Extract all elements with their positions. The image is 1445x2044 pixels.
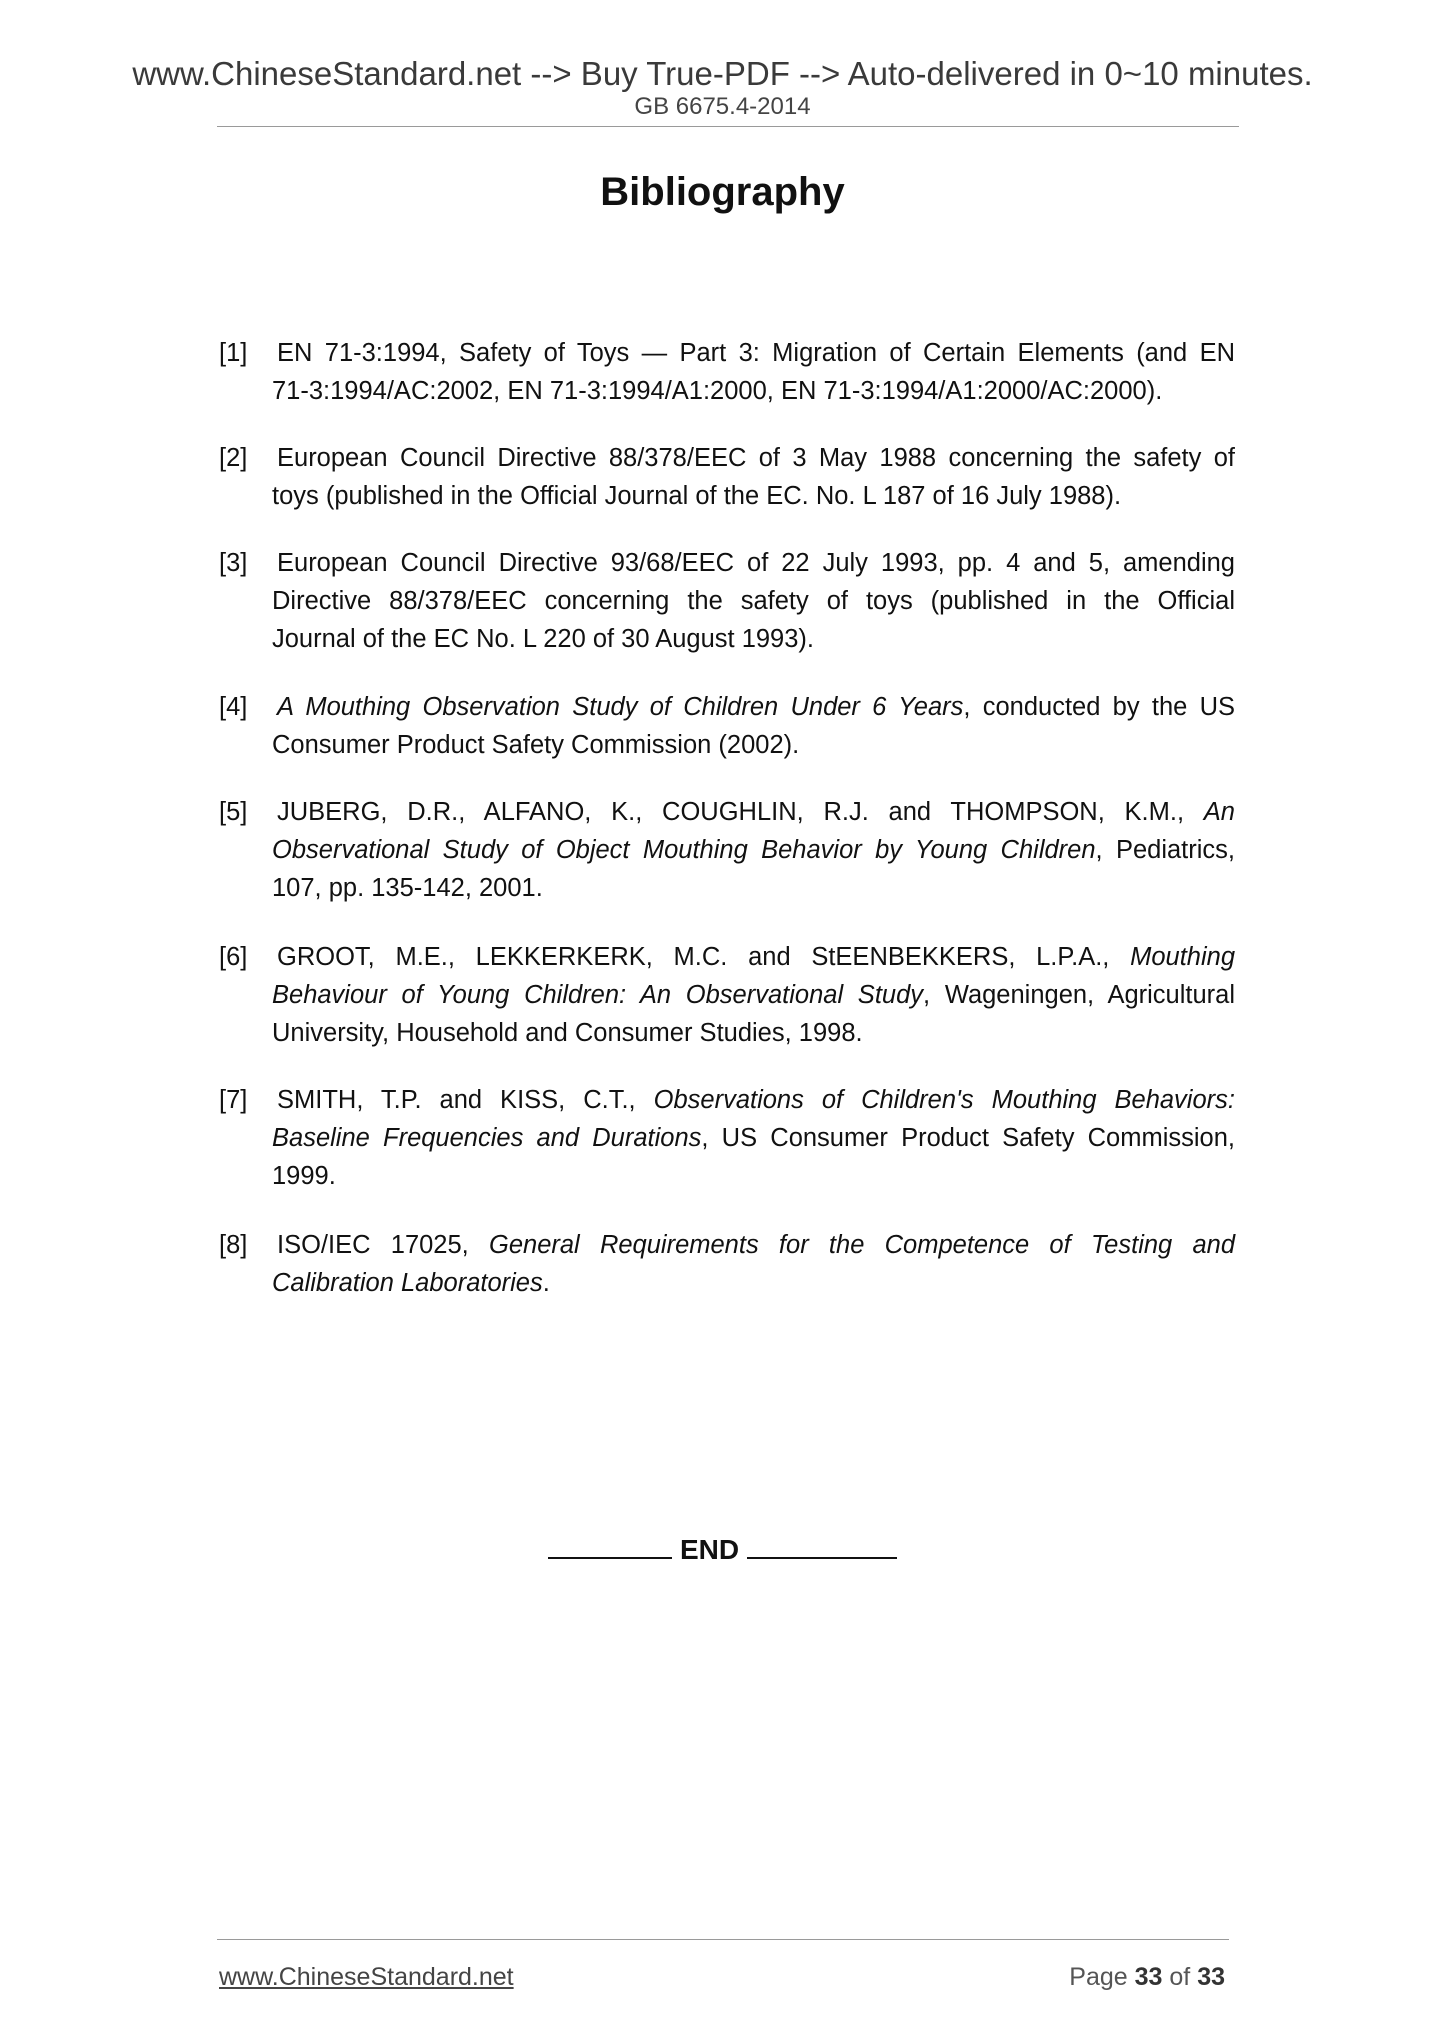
entry-number: [7] <box>219 1086 248 1114</box>
bibliography-entry <box>219 334 1235 410</box>
entry-line <box>219 1081 1235 1119</box>
entry-line <box>219 1157 1235 1195</box>
entry-text: , Wageningen, Agricultural <box>923 981 1235 1009</box>
entry-text: , conducted by the US <box>963 693 1235 721</box>
page-title: Bibliography <box>600 170 845 214</box>
page-prefix: Page <box>1069 1963 1128 1991</box>
bibliography-entry <box>219 439 1235 515</box>
entry-line <box>219 439 1235 477</box>
entry-text: , US Consumer Product Safety Commission, <box>701 1124 1235 1152</box>
entry-title-text: Observations of Children's Mouthing Behaviors: <box>653 1086 1235 1114</box>
entry-text: SMITH, T.P. and KISS, C.T., <box>277 1086 654 1114</box>
entry-line <box>219 869 1235 907</box>
entry-line <box>219 793 1235 831</box>
entry-text: 1999. <box>272 1162 336 1190</box>
entry-title-text: General Requirements for the Competence of Testing and <box>489 1231 1236 1259</box>
entry-title-text: An <box>1203 798 1235 826</box>
entry-number: [2] <box>219 444 248 472</box>
page-total: 33 <box>1197 1963 1225 1991</box>
entry-line <box>219 334 1235 372</box>
bibliography-entry <box>219 1081 1235 1195</box>
entry-text: Directive 88/378/EEC concerning the safety of toys (published in the Official <box>272 587 1235 615</box>
bibliography-entry <box>219 793 1235 907</box>
entry-text: JUBERG, D.R., ALFANO, K., COUGHLIN, R.J. and THOMPSON, K.M., <box>277 798 1204 826</box>
bibliography-entry <box>219 1226 1235 1302</box>
bibliography-entry <box>219 938 1235 1052</box>
entry-title-text: Baseline Frequencies and Durations <box>272 1124 702 1152</box>
entry-title-text: Calibration Laboratories <box>272 1269 543 1297</box>
entry-text: EN 71-3:1994, Safety of Toys — Part 3: Migration of Certain Elements (and EN <box>277 339 1235 367</box>
entry-number: [5] <box>219 798 248 826</box>
entry-text: . <box>542 1269 550 1297</box>
page-number <box>1069 1963 1225 1992</box>
entry-line <box>219 1119 1235 1157</box>
entry-text: European Council Directive 93/68/EEC of 22 July 1993, pp. 4 and 5, amending <box>277 549 1235 577</box>
entry-number: [4] <box>219 693 248 721</box>
end-marker <box>0 1534 1445 1566</box>
end-rule-left <box>548 1556 672 1559</box>
bibliography-entry <box>219 544 1235 658</box>
entry-text: ISO/IEC 17025, <box>277 1231 489 1259</box>
footer-website-link[interactable]: www.ChineseStandard.net <box>219 1963 514 1991</box>
end-label: END <box>679 1534 740 1565</box>
page-current: 33 <box>1134 1963 1163 1991</box>
entry-text: 107, pp. 135-142, 2001. <box>272 874 543 902</box>
standard-number: GB 6675.4-2014 <box>634 93 811 120</box>
header-divider <box>217 126 1239 127</box>
entry-text: University, Household and Consumer Studies, 1998. <box>272 1019 863 1047</box>
entry-line <box>219 976 1235 1014</box>
entry-line <box>219 477 1235 515</box>
entry-line <box>219 831 1235 869</box>
entry-line <box>219 582 1235 620</box>
entry-title-text: Observational Study of Object Mouthing Behavior by Young Children <box>272 836 1096 864</box>
entry-text: Journal of the EC No. L 220 of 30 August 1993). <box>272 625 814 653</box>
end-rule-right <box>747 1556 897 1559</box>
entry-line <box>219 726 1235 764</box>
entry-text: 71-3:1994/AC:2002, EN 71-3:1994/A1:2000, EN 71-3:1994/A1:2000/AC:2000). <box>272 377 1163 405</box>
entry-text: Consumer Product Safety Commission (2002). <box>272 731 800 759</box>
entry-line <box>219 544 1235 582</box>
entry-line <box>219 1014 1235 1052</box>
entry-text: toys (published in the Official Journal of the EC. No. L 187 of 16 July 1988). <box>272 482 1122 510</box>
entry-title-text: A Mouthing Observation Study of Children Under 6 Years <box>277 693 964 721</box>
entry-line <box>219 688 1235 726</box>
entry-line <box>219 1264 1235 1302</box>
entry-line <box>219 372 1235 410</box>
page-of: of <box>1169 1963 1191 1991</box>
entry-line <box>219 1226 1235 1264</box>
entry-title-text: Mouthing <box>1130 943 1235 971</box>
entry-text: , Pediatrics, <box>1095 836 1235 864</box>
entry-text: European Council Directive 88/378/EEC of 3 May 1988 concerning the safety of <box>277 444 1235 472</box>
entry-line <box>219 620 1235 658</box>
header-banner: www.ChineseStandard.net --> Buy True-PDF --> Auto-delivered in 0~10 minutes. <box>132 55 1313 92</box>
entry-number: [3] <box>219 549 248 577</box>
entry-title-text: Behaviour of Young Children: An Observational Study <box>272 981 924 1009</box>
footer-divider <box>217 1939 1229 1940</box>
entry-line <box>219 938 1235 976</box>
entry-text: GROOT, M.E., LEKKERKERK, M.C. and StEENBEKKERS, L.P.A., <box>277 943 1131 971</box>
bibliography-entry <box>219 688 1235 764</box>
entry-number: [6] <box>219 943 248 971</box>
entry-number: [1] <box>219 339 248 367</box>
entry-number: [8] <box>219 1231 248 1259</box>
